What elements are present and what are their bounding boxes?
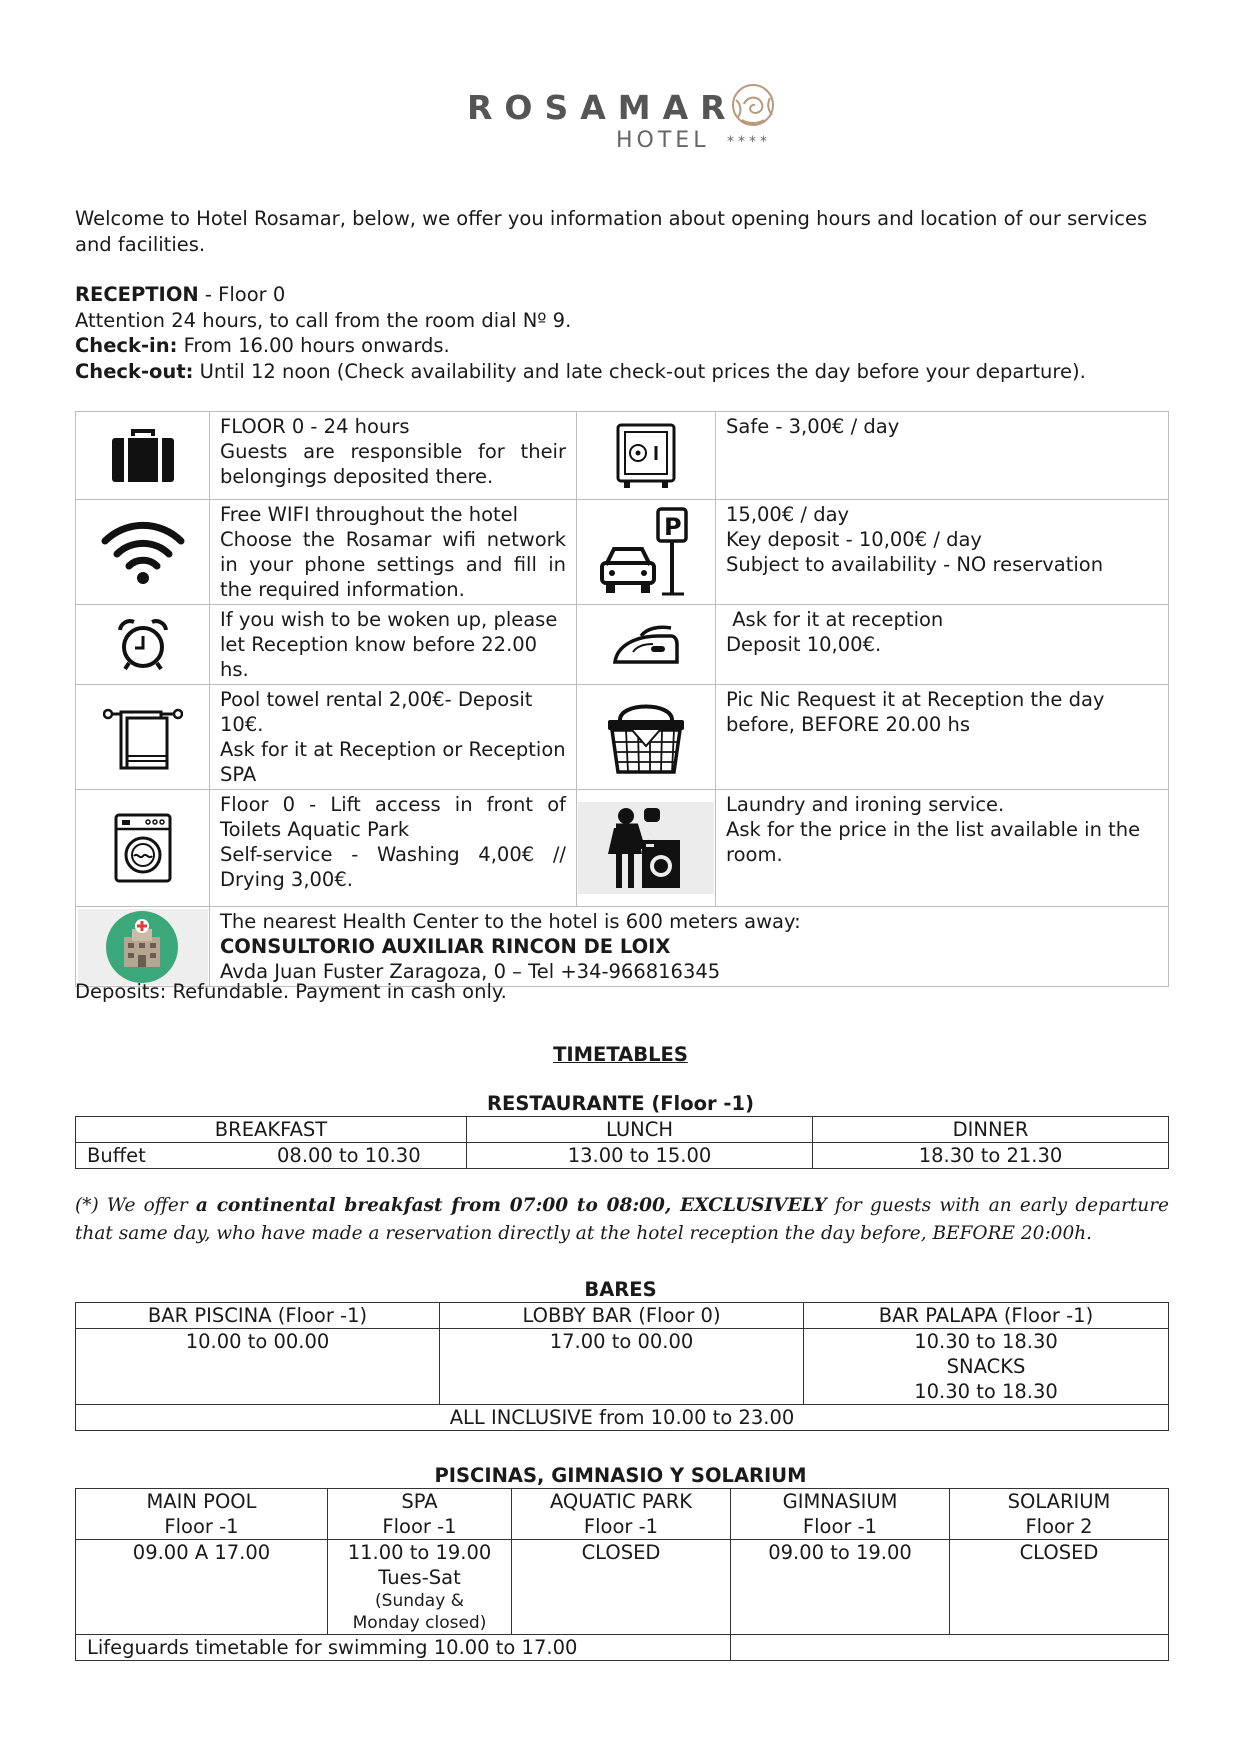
note-bold: a continental breakfast from 07:00 to 08:00, EXCLUSIVELY bbox=[195, 1195, 827, 1216]
suitcase-icon bbox=[110, 428, 176, 484]
lobby-bar-time: 17.00 to 00.00 bbox=[440, 1329, 804, 1405]
dinner-time: 18.30 to 21.30 bbox=[813, 1143, 1169, 1169]
bar-piscina-time: 10.00 to 00.00 bbox=[76, 1329, 440, 1405]
bar-palapa-time: 10.30 to 18.30 bbox=[914, 1330, 1058, 1353]
laundry-line-2: Ask for the price in the list available in the room. bbox=[726, 818, 1141, 866]
snacks-time: 10.30 to 18.30 bbox=[914, 1380, 1058, 1403]
checkout-text: Until 12 noon (Check availability and late check-out prices the day before your departure). bbox=[193, 359, 1086, 383]
spa-header bbox=[328, 1489, 512, 1540]
lobby-bar-header: LOBBY BAR (Floor 0) bbox=[440, 1303, 804, 1329]
parking-line-3: Subject to availability - NO reservation bbox=[726, 553, 1104, 576]
bar-palapa-header: BAR PALAPA (Floor -1) bbox=[804, 1303, 1169, 1329]
restaurant-title: RESTAURANTE (Floor -1) bbox=[486, 1092, 755, 1115]
timetables-title: TIMETABLES bbox=[553, 1043, 688, 1066]
table-row bbox=[76, 605, 1169, 685]
checkin-text: From 16.00 hours onwards. bbox=[177, 334, 450, 357]
empty-cell bbox=[731, 1635, 1169, 1661]
table-row bbox=[76, 412, 1169, 500]
gym-header bbox=[731, 1489, 950, 1540]
wakeup-line-1: If you wish to be woken up, please let Reception know before 22.00 hs. bbox=[220, 608, 558, 681]
luggage-text bbox=[210, 412, 577, 500]
bar-palapa-cell bbox=[804, 1329, 1169, 1405]
safe-cell bbox=[577, 412, 716, 500]
aquatic-park-floor: Floor -1 bbox=[583, 1515, 659, 1538]
washer-text bbox=[210, 790, 577, 907]
parking-icon bbox=[600, 507, 692, 597]
washer-line-2: Self-service - Washing 4,00€ // Drying 3,00€. bbox=[220, 843, 566, 891]
lifeguards-hours: Lifeguards timetable for swimming 10.00 to 17.00 bbox=[76, 1635, 731, 1661]
spa-closed-1: (Sunday & bbox=[375, 1591, 464, 1611]
safe-line-1: Safe - 3,00€ / day bbox=[726, 415, 900, 438]
iron-line-1: Ask for it at reception bbox=[726, 608, 944, 631]
health-line-1: The nearest Health Center to the hotel is 600 meters away: bbox=[220, 910, 801, 933]
towel-cell bbox=[76, 685, 210, 790]
parking-line-1: 15,00€ / day bbox=[726, 503, 850, 526]
main-pool-header bbox=[76, 1489, 328, 1540]
bar-piscina-header: BAR PISCINA (Floor -1) bbox=[76, 1303, 440, 1329]
table-row bbox=[76, 1303, 1169, 1329]
spa-time: 11.00 to 19.00 bbox=[347, 1541, 492, 1564]
lunch-time: 13.00 to 15.00 bbox=[467, 1143, 813, 1169]
picnic-basket-icon bbox=[606, 698, 686, 776]
health-center-icon bbox=[78, 909, 208, 985]
iron-cell bbox=[577, 605, 716, 685]
table-row bbox=[76, 1540, 1169, 1635]
table-row bbox=[76, 1405, 1169, 1431]
checkout-label: Check-out: bbox=[75, 359, 194, 383]
rose-icon bbox=[726, 80, 780, 130]
table-row bbox=[76, 1329, 1169, 1405]
wakeup-cell bbox=[76, 605, 210, 685]
laundry-service-icon bbox=[578, 802, 714, 894]
pools-title: PISCINAS, GIMNASIO Y SOLARIUM bbox=[434, 1464, 807, 1487]
checkin-label: Check-in: bbox=[75, 334, 178, 357]
table-row bbox=[76, 1489, 1169, 1540]
main-pool-time: 09.00 A 17.00 bbox=[76, 1540, 328, 1635]
iron-icon bbox=[611, 622, 681, 668]
breakfast-time: 08.00 to 10.30 bbox=[277, 1144, 421, 1167]
all-inclusive-hours: ALL INCLUSIVE from 10.00 to 23.00 bbox=[76, 1405, 1169, 1431]
wifi-icon bbox=[99, 519, 187, 585]
picnic-text bbox=[716, 685, 1169, 790]
health-center-address: Avda Juan Fuster Zaragoza, 0 – Tel +34-966816345 bbox=[220, 960, 721, 983]
lunch-header: LUNCH bbox=[467, 1117, 813, 1143]
aquatic-park-header bbox=[512, 1489, 731, 1540]
main-pool-floor: Floor -1 bbox=[164, 1515, 239, 1538]
luggage-line-1: FLOOR 0 - 24 hours bbox=[220, 415, 410, 438]
spa-days: Tues-Sat bbox=[378, 1566, 461, 1589]
continental-breakfast-note bbox=[75, 1192, 1169, 1248]
gym-time: 09.00 to 19.00 bbox=[731, 1540, 950, 1635]
safe-icon bbox=[615, 422, 677, 490]
table-row bbox=[76, 685, 1169, 790]
spa-closed-2: Monday closed) bbox=[352, 1613, 487, 1633]
health-text bbox=[210, 907, 1169, 987]
wakeup-text bbox=[210, 605, 577, 685]
towel-icon bbox=[103, 704, 183, 770]
spa-cell bbox=[328, 1540, 512, 1635]
note-text-1: (*) We offer bbox=[75, 1195, 196, 1216]
towel-line-1: Pool towel rental 2,00€- Deposit 10€. bbox=[220, 688, 533, 736]
pools-table bbox=[75, 1488, 1169, 1661]
reception-floor: - Floor 0 bbox=[198, 283, 286, 306]
bars-table bbox=[75, 1302, 1169, 1431]
towel-line-2: Ask for it at Reception or Reception SPA bbox=[220, 738, 566, 786]
parking-cell bbox=[577, 500, 716, 605]
iron-line-2: Deposit 10,00€. bbox=[726, 633, 882, 656]
gym-floor: Floor -1 bbox=[802, 1515, 878, 1538]
picnic-cell bbox=[577, 685, 716, 790]
laundry-cell bbox=[577, 790, 716, 907]
alarm-clock-icon bbox=[116, 618, 170, 672]
hotel-logo bbox=[0, 78, 1241, 158]
washer-line-1: Floor 0 - Lift access in front of Toilets Aquatic Park bbox=[220, 793, 566, 841]
reception-attention: Attention 24 hours, to call from the room dial Nº 9. bbox=[75, 308, 572, 332]
table-row bbox=[76, 907, 1169, 987]
logo-stars: **** bbox=[727, 134, 771, 150]
parking-line-2: Key deposit - 10,00€ / day bbox=[726, 528, 982, 551]
logo-subtitle: HOTEL bbox=[616, 128, 710, 153]
gym-name: GIMNASIUM bbox=[782, 1490, 898, 1513]
wifi-text bbox=[210, 500, 577, 605]
aquatic-park-status: CLOSED bbox=[512, 1540, 731, 1635]
solarium-name: SOLARIUM bbox=[1007, 1490, 1111, 1513]
logo-name: ROSAMAR bbox=[467, 88, 738, 127]
services-table bbox=[75, 411, 1169, 987]
laundry-line-1: Laundry and ironing service. bbox=[726, 793, 1005, 816]
picnic-line-1: Pic Nic Request it at Reception the day before, BEFORE 20.00 hs bbox=[726, 688, 1105, 736]
table-row bbox=[76, 500, 1169, 605]
solarium-header bbox=[950, 1489, 1169, 1540]
parking-text bbox=[716, 500, 1169, 605]
main-pool-name: MAIN POOL bbox=[146, 1490, 257, 1513]
wifi-line-2: Choose the Rosamar wifi network in your phone settings and fill in the required information. bbox=[220, 528, 566, 601]
breakfast-header: BREAKFAST bbox=[76, 1117, 467, 1143]
bars-title: BARES bbox=[584, 1278, 657, 1301]
safe-text bbox=[716, 412, 1169, 500]
intro-text: Welcome to Hotel Rosamar, below, we offer you information about opening hours and location of our services and facilities. bbox=[75, 207, 1148, 256]
table-row bbox=[76, 1117, 1169, 1143]
spa-floor: Floor -1 bbox=[382, 1515, 457, 1538]
table-row bbox=[76, 1635, 1169, 1661]
breakfast-cell bbox=[76, 1143, 467, 1169]
laundry-text bbox=[716, 790, 1169, 907]
dinner-header: DINNER bbox=[813, 1117, 1169, 1143]
buffet-label: Buffet bbox=[87, 1144, 146, 1167]
note-text-2: for guests with an early departure that same day, who have made a reservation directly at the hotel reception the day before, BEFORE 20:00h. bbox=[75, 1195, 1169, 1244]
svg-text:P: P bbox=[664, 513, 682, 541]
health-center-name: CONSULTORIO AUXILIAR RINCON DE LOIX bbox=[220, 935, 671, 958]
reception-title: RECEPTION bbox=[75, 283, 199, 306]
wifi-cell bbox=[76, 500, 210, 605]
deposits-note: Deposits: Refundable. Payment in cash only. bbox=[75, 980, 507, 1003]
iron-text bbox=[716, 605, 1169, 685]
luggage-line-2: Guests are responsible for their belongings deposited there. bbox=[220, 440, 566, 488]
health-cell bbox=[76, 907, 210, 987]
luggage-cell bbox=[76, 412, 210, 500]
snacks-label: SNACKS bbox=[946, 1355, 1026, 1378]
reception-section bbox=[75, 282, 1175, 384]
solarium-floor: Floor 2 bbox=[1025, 1515, 1093, 1538]
table-row bbox=[76, 790, 1169, 907]
table-row bbox=[76, 1143, 1169, 1169]
washing-machine-icon bbox=[113, 812, 173, 884]
restaurant-table bbox=[75, 1116, 1169, 1169]
washer-cell bbox=[76, 790, 210, 907]
solarium-status: CLOSED bbox=[950, 1540, 1169, 1635]
aquatic-park-name: AQUATIC PARK bbox=[549, 1490, 693, 1513]
wifi-line-1: Free WIFI throughout the hotel bbox=[220, 503, 519, 526]
towel-text bbox=[210, 685, 577, 790]
spa-name: SPA bbox=[401, 1490, 438, 1513]
